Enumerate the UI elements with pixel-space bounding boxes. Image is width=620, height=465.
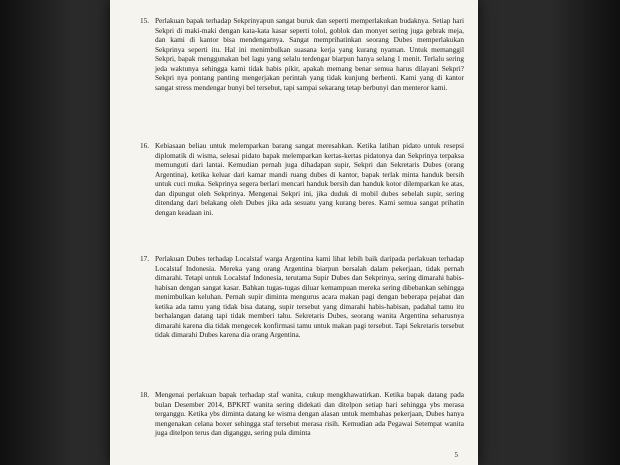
item-text: Mengenai perlakuan bapak terhadap staf wanita, cukup mengkhawatirkan. Ketika bapak datang pada bulan Desember 2014, BPKRT wanita sering didekati dan ditelpon setiap hari sehingga ybs merasa terganggu. Ketika ybs diminta datang ke wisma dengan alasan untuk membahas pekerjaan, Dubes hanya mengenakan celana boxer sehingga staf tersebut merasa risih. Kemudian ada Pegawai Setempat wanita juga ditelpon terus dan diganggu, sering pula diminta <box>155 390 464 437</box>
page-number: 5 <box>454 451 458 459</box>
item-number: 18. <box>140 390 150 399</box>
list-item-17 <box>140 254 464 340</box>
list-item-18 <box>140 390 464 438</box>
item-text: Perlakuan Dubes terhadap Localstaf warga Argentina kami lihat lebih baik daripada perlakuan terhadap Localstaf Indonesia. Mereka yang orang Argentina biarpun bersalah dalam pekerjaan, tidak pernah dimarahi. Tetapi untuk Localstaf Indonesia, terutama Supir Dubes dan Sekprinya, sering dimarahi habis-habisan dengan sangat kasar. Bahkan tugas-tugas diluar kemampuan mereka sering dibebankan sehingga menimbulkan keluhan. Pernah supir diminta mengurus acara makan pagi dengan beberapa pejabat dan ketika ada tamu yang tidak bisa datang, supir tersebut yang dimarahi habis-habisan, padahal tamu itu berhalangan datang tapi tidak memberi tahu. Sekretaris Dubes, seorang wanita Argentina seharusnya dimarahi karena dia tidak mengecek konfirmasi tamu untuk makan pagi tersebut. Tapi Sekretaris tersebut tidak dimarahi Dubes karena dia orang Argentina. <box>155 254 464 339</box>
list-item-16 <box>140 141 464 217</box>
item-text: Perlakuan bapak terhadap Sekprinyapun sangat buruk dan seperti memperlakukan budaknya. Setiap hari Sekpri di maki-maki dengan kata-kata kasar seperti tolol, goblok dan monyet sering juga gebrak meja, dan kami di kantor bisa mendengarnya. Sangat memprihatinkan seorang Dubes memperlakukan Sekprinya seperti itu. Hal ini menimbulkan suasana kerja yang kurang nyaman. Untuk memanggil Sekpri, bapak menggunakan bel lagu yang selalu terdengar biarpun hanya selang 1 menit. Terlalu sering jeda waktunya sehingga kami tidak habis pikir, apakah memang benar semua harus dilayani Sekpri? Sekpri nya pontang panting mengerjakan perintah yang tidak kunjung berhenti. Kami yang di kantor sangat stress mendengar bunyi bel tersebut, tapi sampai sekarang tetap berbunyi dan menteror kami. <box>155 16 464 92</box>
item-number: 15. <box>140 16 150 25</box>
list-item-15 <box>140 16 464 92</box>
item-number: 16. <box>140 141 150 150</box>
document-page <box>110 0 478 465</box>
item-number: 17. <box>140 254 150 263</box>
item-text: Kebiasaan beliau untuk melemparkan barang sangat meresahkan. Ketika latihan pidato untuk resepsi diplomatik di wisma, selesai pidato bapak melemparkan kertas-kertas pidatonya dan Sekprinya terpaksa memunguti dari lantai. Kemudian pernah juga dihadapan supir, Sekpri dan Sekretaris Dubes (orang Argentina), ketika keluar dari kamar mandi ruang dubes di kantor, bapak terlak minta handuk bersih untuk cuci muka. Sekprinya segera berlari mencari handuk bersih dan handuk kotor dilemparkan ke atas, dan dipungut oleh Sekprinya. Mengenai Sekpri ini, jika duduk di mobil dubes sebelah supir, sering ditendang dari belakang oleh Dubes jika ada sesuatu yang kurang beres. Kami semua sangat prihatin dengan keadaan ini. <box>155 141 464 217</box>
